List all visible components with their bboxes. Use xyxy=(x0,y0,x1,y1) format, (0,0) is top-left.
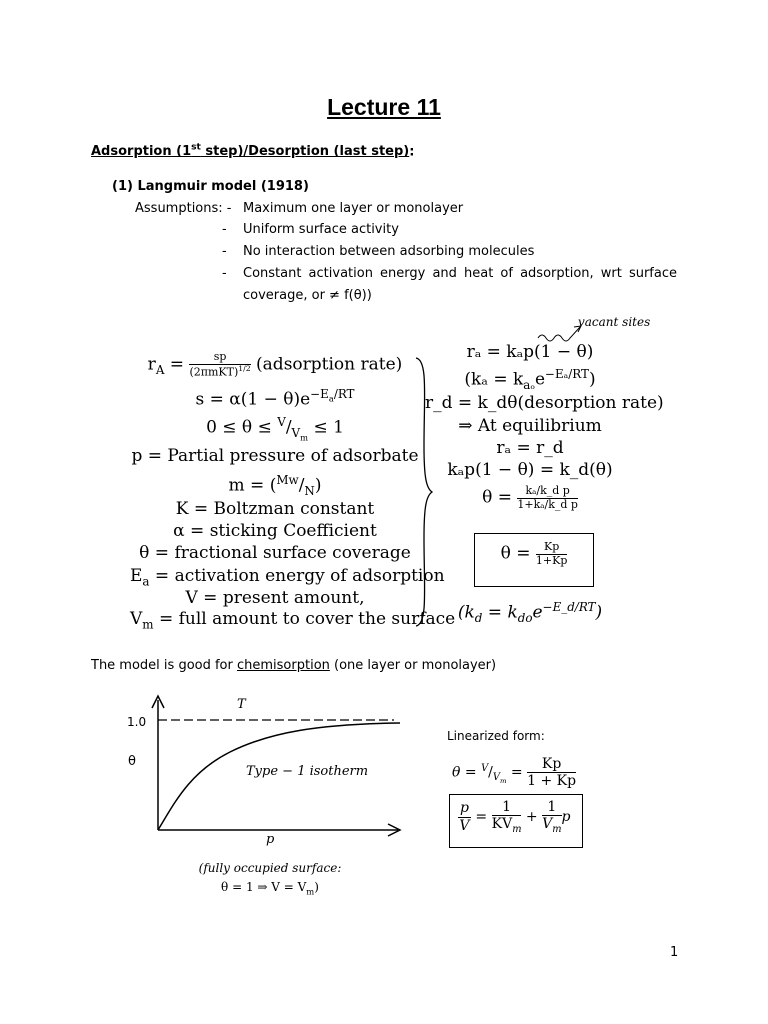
eq-vm-def: $V_m$ = full amount to cover the surface xyxy=(130,609,456,632)
temperature-label: T xyxy=(237,697,246,712)
x-axis-label: p xyxy=(266,832,275,847)
eq-ka: $(k_a = k_{a_o}e^{-E_a/RT})$ xyxy=(464,367,596,393)
eq-linearized-1: $\theta = ^V/_{V_m}$ = $\frac{Kp}{1 + Kp}$ xyxy=(452,756,577,790)
eq-linearized-2: $\frac{p}{V}$ = $\frac{1}{KV_m}$ + $\frac{1}{V_m}$ p xyxy=(459,799,571,835)
assumption-item: Uniform surface activity xyxy=(243,222,399,237)
assumption-dash: - xyxy=(222,244,227,259)
assumptions-label: Assumptions: - xyxy=(135,201,232,216)
eq-balance: kₐp(1 − θ) = k_d(θ) xyxy=(447,460,613,480)
vacant-sites-label: vacant sites xyxy=(578,315,651,329)
linearized-label: Linearized form: xyxy=(447,729,545,743)
assumption-item-cont: coverage, or ≠ f(θ)) xyxy=(243,288,372,303)
eq-m-def: $m = (^{Mw}/_N)$ xyxy=(228,473,322,499)
graph-caption-2: θ = 1 ⇒ $V = V_m$) xyxy=(221,880,319,897)
wavy-arrow xyxy=(536,323,584,343)
model-label: (1) Langmuir model (1918) xyxy=(112,179,309,194)
section-heading: Adsorption (1st step)/Desorption (last step): xyxy=(91,143,415,160)
eq-adsorption-rate: $r_A$ = $\frac{sp}{(2\pi mKT)^{1/2}}$ (adsorption rate) xyxy=(147,350,403,379)
eq-theta-def: θ = fractional surface coverage xyxy=(139,543,411,563)
eq-p-def: p = Partial pressure of adsorbate xyxy=(131,446,419,466)
y-tick-label: 1.0 xyxy=(127,715,147,729)
assumption-dash: - xyxy=(222,266,227,281)
eq-theta-solution: θ = $\frac{\text{kₐ/k\_d p}}{\text{1+kₐ/k\_d p}}$ xyxy=(482,484,578,511)
eq-alpha-def: α = sticking Coefficient xyxy=(173,521,377,541)
eq-ra: rₐ = kₐp(1 − θ) xyxy=(466,342,594,362)
assumption-item: Constant activation energy and heat of adsorption, wrt surface xyxy=(243,266,677,281)
eq-ea-def: $E_a$ = activation energy of adsorption xyxy=(130,566,445,589)
eq-rd: r_d = k_dθ(desorption rate) xyxy=(425,393,664,413)
assumption-item: No interaction between adsorbing molecules xyxy=(243,244,535,259)
eq-ra-rd: rₐ = r_d xyxy=(496,438,564,458)
curve-label: Type − 1 isotherm xyxy=(246,764,369,779)
page-title: Lecture 11 xyxy=(327,94,441,120)
page-number: 1 xyxy=(670,945,679,960)
eq-theta-kp: θ = $\frac{Kp}{1+Kp}$ xyxy=(500,540,568,567)
y-axis-label: θ xyxy=(128,754,136,769)
eq-k-def: K = Boltzman constant xyxy=(175,499,375,519)
graph-caption-1: (fully occupied surface: xyxy=(198,861,342,875)
eq-v-def: V = present amount, xyxy=(185,588,365,608)
eq-kd: $(k_d = k_{do}e^{-E\_d/RT})$ xyxy=(457,600,603,626)
eq-equilibrium: ⇒ At equilibrium xyxy=(458,416,602,436)
model-note: The model is good for chemisorption (one layer or monolayer) xyxy=(91,658,497,673)
eq-sticking: $s = \alpha(1 - \theta)e^{-E_a/RT}$ xyxy=(195,387,355,410)
assumption-dash: - xyxy=(222,222,227,237)
eq-theta-range: $0 \le \theta \le ^V/_{V_m} \le 1$ xyxy=(206,415,344,443)
assumption-item: Maximum one layer or monolayer xyxy=(243,201,464,216)
